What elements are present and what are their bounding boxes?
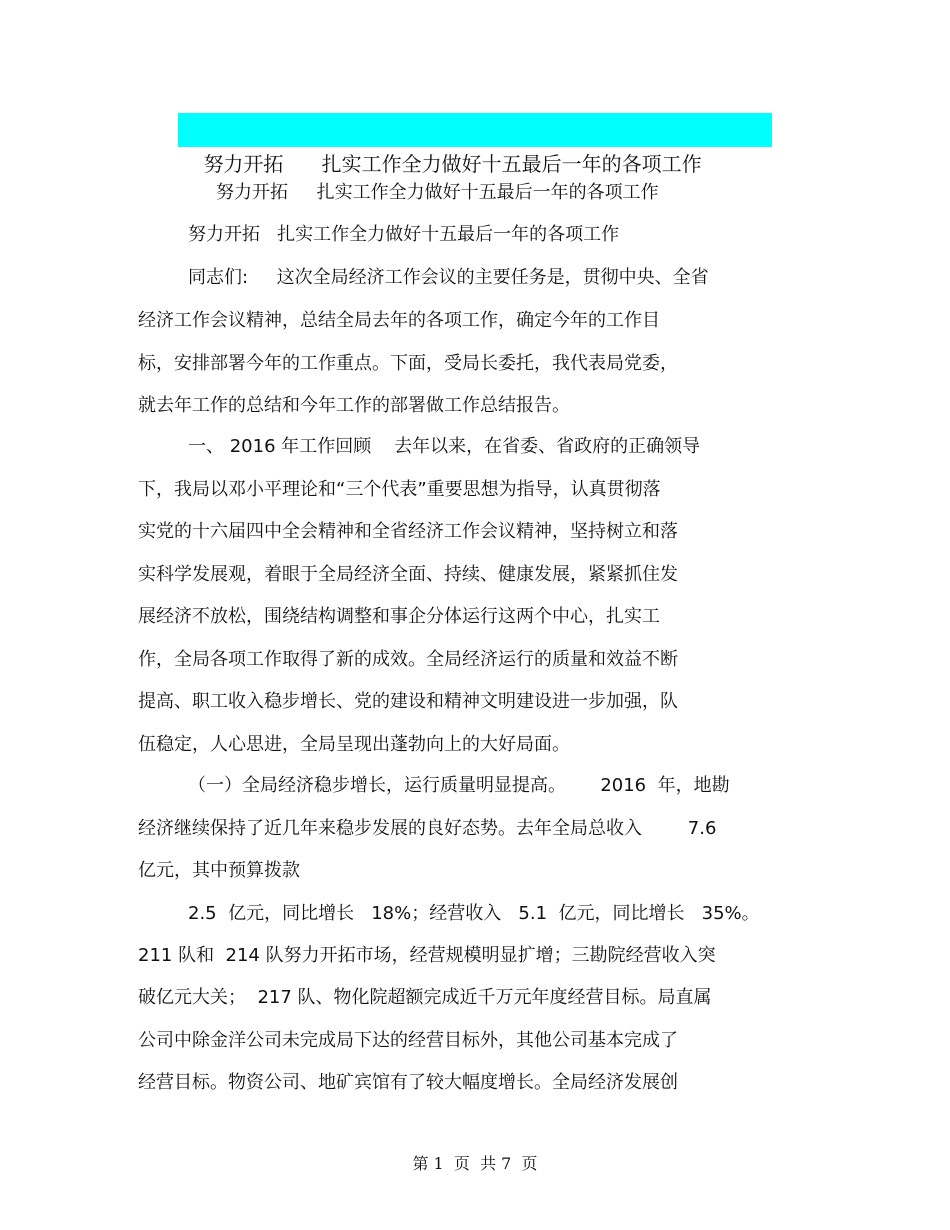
paragraph-line: 伍稳定，人心思进，全局呈现出蓬勃向上的大好局面。	[138, 734, 570, 755]
paragraph-line: 作，全局各项工作取得了新的成效。全局经济运行的质量和效益不断	[138, 649, 678, 670]
paragraph-line: 一、 2016 年工作回顾 去年以来，在省委、省政府的正确领导	[188, 436, 701, 457]
paragraph-line: （一）全局经济稳步增长，运行质量明显提高。 2016 年，地勘	[188, 775, 730, 796]
paragraph-line: 实党的十六届四中全会精神和全省经济工作会议精神，坚持树立和落	[138, 521, 678, 542]
paragraph-line: 经济工作会议精神，总结全局去年的各项工作，确定今年的工作目	[138, 310, 660, 331]
paragraph-line: 提高、职工收入稳步增长、党的建设和精神文明建设进一步加强，队	[138, 691, 678, 712]
page-number-footer: 第 1 页 共 7 页	[412, 1154, 538, 1173]
document-title-text: 努力开拓 扎实工作全力做好十五最后一年的各项工作	[203, 152, 702, 176]
paragraph-line: 下，我局以邓小平理论和“三个代表”重要思想为指导，认真贯彻落	[138, 479, 661, 500]
paragraph-line: 经济继续保持了近几年来稳步发展的良好态势。去年全局总收入 7.6	[138, 818, 717, 839]
paragraph-line: 同志们: 这次全局经济工作会议的主要任务是，贯彻中央、全省	[188, 267, 709, 288]
paragraph-line: 2.5 亿元，同比增长 18%；经营收入 5.1 亿元，同比增长 35%。	[188, 903, 760, 924]
subtitle-line-1: 努力开拓 扎实工作全力做好十五最后一年的各项工作	[216, 182, 659, 203]
paragraph-line: 实科学发展观，着眼于全局经济全面、持续、健康发展，紧紧抓住发	[138, 564, 678, 585]
paragraph-line: 公司中除金洋公司未完成局下达的经营目标外，其他公司基本完成了	[138, 1030, 678, 1051]
paragraph-line: 211 队和 214 队努力开拓市场，经营规模明显扩增；三勘院经营收入突	[138, 945, 716, 966]
paragraph-line: 破亿元大关； 217 队、物化院超额完成近千万元年度经营目标。局直属	[138, 987, 712, 1008]
paragraph-line: 展经济不放松，围绕结构调整和事企分体运行这两个中心，扎实工	[138, 606, 660, 627]
paragraph-line: 经营目标。物资公司、地矿宾馆有了较大幅度增长。全局经济发展创	[138, 1072, 678, 1093]
paragraph-line: 就去年工作的总结和今年工作的部署做工作总结报告。	[138, 395, 570, 416]
document-title	[178, 113, 772, 176]
paragraph-line: 标，安排部署今年的工作重点。下面，受局长委托，我代表局党委，	[138, 353, 678, 374]
paragraph-line: 亿元，其中预算拨款	[138, 860, 300, 881]
subtitle-line-2: 努力开拓 扎实工作全力做好十五最后一年的各项工作	[188, 224, 620, 245]
